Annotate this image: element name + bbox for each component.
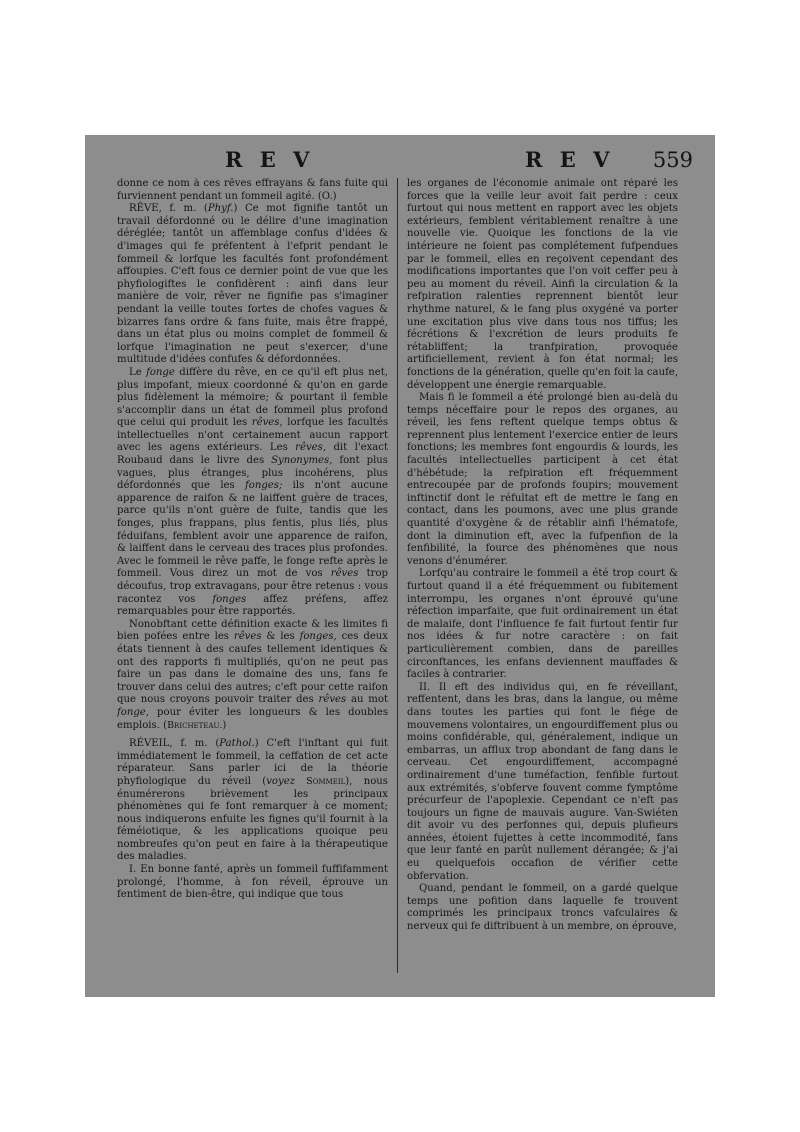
entry-reveil: [117, 738, 388, 864]
domain-label: Phyf.: [207, 203, 234, 215]
text-run: ces deux états tiennent à des caufes tellement identiques & ont des rapports fi multipliés, qu'on ne peut pas faire un pas dans le domaine des uns, fans fe trouver dans celui des autres; c'eft pour cette raifon que nous croyons pouvoir traiter des: [117, 631, 388, 706]
italic-term: rêves: [318, 694, 347, 706]
text-run: trop découfus, trop extravagans, pour être retenus : vous racontez vos: [117, 568, 388, 605]
author-signature: Bricheteau.: [167, 719, 223, 731]
paragraph: [117, 619, 388, 732]
italic-term: rêves: [233, 631, 262, 643]
italic-term: rêves,: [295, 442, 327, 454]
entry-reve: [117, 203, 388, 367]
text-run: affez préfens, affez remarquables pour être rapportés.: [117, 593, 388, 618]
text-run: diffère du rêve, en ce qu'il eft plus net, plus impofant, mieux coordonné & qu'on en garde plus fidèlement la mémoire; & pourtant il femble s'accomplir dans un état de fommeil plus profond que celui qui produit les: [117, 366, 388, 429]
text-run: lorfque les facultés intellectuelles n'ont certainement aucun rapport avec les agens extérieurs. Les: [117, 417, 388, 454]
text-run: font plus vagues, plus étranges, plus incohérens, plus défordonnés que les: [117, 455, 388, 492]
page-header: [85, 147, 715, 177]
right-column: [407, 178, 678, 978]
text-run: , pour éviter les longueurs & les doubles emplois. (: [117, 706, 388, 731]
cross-reference: voyez: [266, 775, 295, 787]
italic-term: fonge: [146, 366, 175, 378]
scanned-page: [85, 135, 715, 997]
column-divider: [397, 178, 398, 973]
page-number: 559: [652, 148, 693, 172]
paragraph: donne ce nom à ces rêves effrayans & fans fuite qui furviennent pendant un fommeil agité. (O.): [117, 178, 388, 202]
paragraph: Lorfqu'au contraire le fommeil a été trop court & furtout quand il a été fréquemment ou fubitement interrompu, les organes n'ont éprouvé qu'une réfection imparfaite, que fuit ordinairement un état de malaife, dont l'influence fe fait furtout fentir fur nos idées & fur notre caractère : on fait particulièrement combien, dans de pareilles circonftances, les enfans deviennent mauffades & faciles à contrarier.: [407, 568, 678, 681]
text-run: ): [222, 719, 227, 731]
text-run: , f. m. (: [169, 738, 220, 750]
cross-reference-target: Sommeil: [295, 775, 346, 787]
left-column: [117, 178, 388, 978]
running-head-left: R E V: [225, 147, 315, 172]
headword: RÉVEIL: [129, 738, 170, 750]
italic-term: rêves: [330, 568, 359, 580]
text-run: ) C'eft l'inftant qui fuit immédiatement le fommeil, la ceffation de cet acte réparateur. Sans parler ici de la théorie phyfiologique du réveil (: [117, 738, 388, 787]
text-run: ) Ce mot fignifie tantôt un travail défordonné ou le délire d'une imagination déréglée; tantôt un affemblage confus d'idées & d'images qui fe préfentent à l'efprit pendant le fommeil & lorfque les facultés font profondément affoupies. C'eft fous ce dernier point de vue que les phyfiologiftes le confidèrent : ainfi dans leur manière de voir, rêver ne fignifie pas s'imaginer pendant la veille toutes fortes de chofes vagues & bizarres fans ordre & fans fuite, mais être frappé, dans un état plus ou moins complet de fommeil & lorfque l'imagination ne peut s'exercer, d'une multitude d'idées confufes & défordonnées.: [117, 203, 388, 366]
italic-term: Synonymes,: [271, 455, 333, 467]
text-run: ils n'ont aucune apparence de raifon & ne laiffent guère de traces, parce qu'ils n'ont guère de fuite, tandis que les fonges, plus frappans, plus fentis, plus liés, plus féduifans, femblent avoir une apparence de raifon, & laiffent dans le cerveau des traces plus profondes. Avec le fommeil le rêve paffe, le fonge refte après le fommeil. Vous direz un mot de vos: [117, 480, 388, 580]
headword: RÊVE: [129, 203, 159, 215]
paragraph: les organes de l'économie animale ont réparé les forces que la veille leur avoit fait perdre : ceux furtout qui nous mettent en rapport avec les objets extérieurs, femblent véritablement renaître à une nouvelle vie. Quoique les fonctions de la vie intérieure ne foient pas complétement fufpendues par le fommeil, elles en reçoivent cependant des modifications importantes que l'on voit ceffer peu à peu au moment du réveil. Ainfi la circulation & la refpiration ralenties reprennent bientôt leur rhythme naturel, & le fang plus oxygéné va porter une excitation plus vive dans tous nos tiffus; les fécrétions & l'excrétion de leurs produits fe rétabliffent; la tranfpiration, provoquée artificiellement, revient à fon état normal; les fonctions de la génération, quelle qu'en foit la caufe, développent une énergie remarquable.: [407, 178, 678, 391]
text-run: , f. m. (: [158, 203, 208, 215]
text-run: dit l'exact Roubaud dans le livre des: [117, 442, 388, 467]
paragraph: I. En bonne fanté, après un fommeil fuffifamment prolongé, l'homme, à fon réveil, éprouve un fentiment de bien-être, qui indique que tous: [117, 864, 388, 901]
text-run: ), nous énumérerons brièvement les principaux phénomènes qui fe font remarquer à ce moment; nous indiquerons enfuite les fignes qu'il fournit à la féméiotique, & les applications quoique peu nombreufes qu'on peut en faire à la thérapeutique des maladies.: [117, 775, 388, 863]
italic-term: fonge: [117, 706, 146, 718]
text-run: Nonobftant cette définition exacte & les limites fi bien pofées entre les: [117, 618, 388, 643]
paragraph: Mais fi le fommeil a été prolongé bien au-delà du temps néceffaire pour le repos des organes, au réveil, les fens reftent quelque temps obtus & reprennent plus lentement l'exercice entier de leurs fonctions; les membres font engourdis & lourds, les facultés intellectuelles participent à cet état d'hébétude; la refpiration eft fréquemment entrecoupée par de profonds foupirs; mouvement inftinctif dont le réfultat eft de mettre le fang en contact, dans les poumons, avec une plus grande quantité d'oxygène & de rétablir ainfi l'hématofe, dont la diminution eft, avec la fufpenfion de la fenfibilité, la fource des phénomènes que nous venons d'énumérer.: [407, 392, 678, 567]
text-run: au mot: [346, 694, 388, 706]
italic-term: fonges: [212, 593, 247, 605]
running-head-right: R E V: [525, 147, 615, 172]
italic-term: rêves,: [251, 417, 283, 429]
italic-term: fonges,: [299, 631, 337, 643]
paragraph: II. Il eft des individus qui, en fe réveillant, reffentent, dans les bras, dans la langue, ou même dans toutes les parties qui font le fiége de mouvemens volontaires, un engourdiffement plus ou moins confidérable, qui, généralement, indique un embarras, un afflux trop abondant de fang dans le cerveau. Cet engourdiffement, accompagné ordinairement d'une tuméfaction, fenfible furtout aux extrémités, s'obferve fouvent comme fymptôme précurfeur de l'apoplexie. Cependant ce n'eft pas toujours un figne de mauvais augure. Van-Swiéten dit avoir vu des perfonnes qui, depuis plufieurs années, étoient fujettes à cette incommodité, fans que leur fanté en parût nullement dérangée; & j'ai eu quelquefois occafion de vérifier cette obfervation.: [407, 681, 678, 882]
paragraph: Quand, pendant le fommeil, on a gardé quelque temps une pofition dans laquelle fe trouvent comprimés les principaux troncs vafculaires & nerveux qui fe diftribuent à un membre, on éprouve,: [407, 883, 678, 933]
text-run: & les: [261, 631, 300, 643]
domain-label: Pathol.: [219, 738, 255, 750]
text-columns: [117, 178, 690, 978]
text-run: Le: [129, 366, 147, 378]
italic-term: fonges;: [245, 480, 283, 492]
paragraph: [117, 367, 388, 619]
